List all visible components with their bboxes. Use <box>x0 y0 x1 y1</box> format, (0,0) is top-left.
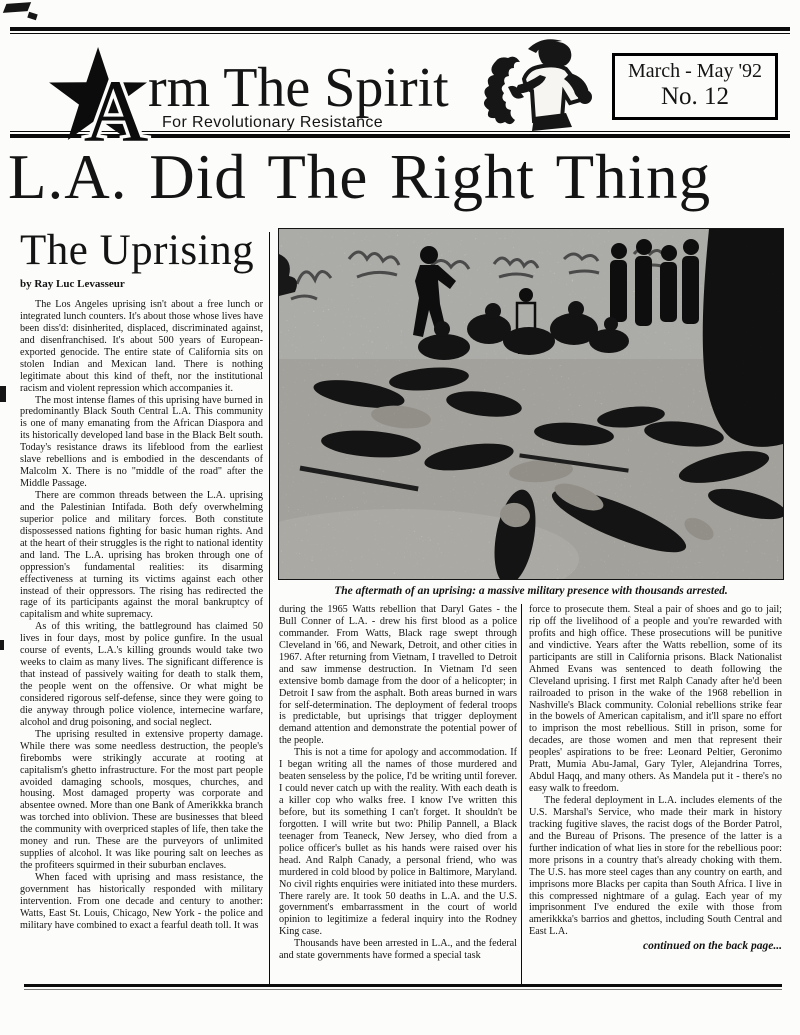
issue-number: No. 12 <box>660 83 730 110</box>
article-body-column-3 <box>529 604 782 938</box>
issue-date: March - May '92 <box>627 60 763 82</box>
uprising-photo <box>278 228 784 580</box>
svg-text:A: A <box>83 62 149 146</box>
main-headline: L.A. Did The Right Thing <box>8 142 712 212</box>
paragraph: As of this writing, the battleground has claimed 50 lives in four days, most by police gunfire. In the usual course of events, L.A.'s killing grounds would take two weeks to claim as many lives. The significant difference is that instead of passively waiting for death to stalk them, the people went on the offensive. Or what might be considered rigorous self-defense, since they were going to die anyway through police violence, internecine warfare, alcohol and drug poisoning, and social neglect. <box>20 621 263 728</box>
column-divider <box>521 604 522 984</box>
scan-smudge <box>3 2 31 13</box>
article-body-column-1 <box>20 299 263 932</box>
masthead-top-rule-thin <box>10 33 790 34</box>
star-a-logo-icon <box>38 46 160 146</box>
article-byline: by Ray Luc Levasseur <box>20 278 125 290</box>
page-bottom-rule <box>24 984 782 987</box>
paragraph: The uprising resulted in extensive property damage. While there was some needless destruction, the people's firebombs were strikingly accurate at rooting at capitalism's ghetto infrastructure. For the most part people avoided damaging schools, mosques, churches, and housing. Most damaged property was corporate and absentee owned. More than one Bank of Amerikkka branch was torched into oblivion. These are businesses that bleed the community with overpriced staples of life, then take the money and run. These are the purveyors of unlimited supplies of alcohol. It was like pouring salt on leeches as the profiteers squirmed in their suburban enclaves. <box>20 728 263 872</box>
scan-smudge <box>27 12 37 20</box>
article-column-1 <box>20 229 263 983</box>
page-bottom-rule-thin <box>24 989 782 990</box>
masthead-top-rule <box>10 27 790 31</box>
issue-box <box>612 53 778 120</box>
paragraph: There are common threads between the L.A. uprising and the Palestinian Intifada. Both defy overwhelming superior police and military forces. Both constitute dispossessed nations fighting for basic human rights. And at the heart of their struggles is the right to national identity and land. The L.A. uprising has broken through one of oppression's fundamental realities: its disarming effectiveness at turning its victims against each other instead of their oppressors. The rising has redirected the rage of its participants against the moral bankruptcy of capitalism and white supremacy. <box>20 490 263 621</box>
masthead-title: rm The Spirit <box>148 57 449 119</box>
article-column-2 <box>279 604 517 984</box>
column-divider <box>269 232 270 985</box>
paragraph: The federal deployment in L.A. includes elements of the U.S. Marshal's Service, who made their mark in history tracking fugitive slaves, the racist dogs of the Border Patrol, and the Bureau of Prisons. The presence of the latter is a further indication of what lies in store for the rebellious poor: more prisons in a country that's already choking with them. The U.S. has more steel cages than any country on earth, and imprisons more Blacks per capita than South Africa. I live in this compressed nightmare of a gulag. Each year of my imprisonment I've endured the exile with those from amerikkka's barrios and ghettos, including South Central and East L.A. <box>529 795 782 938</box>
paragraph: When faced with uprising and mass resistance, the government has historically responded with military intervention. From one decade and century to another: Watts, East St. Louis, Chicago, New York - the police and military have combined to exact a fearful death toll. It was <box>20 872 263 931</box>
paragraph: The Los Angeles uprising isn't about a free lunch or integrated lunch counters. It's about those whose lives have been diss'd: disinherited, displaced, discriminated against, and disenfranchised. It's about 500 years of European-exported genocide. The entire state of California sits on stolen Indian and Mexican land. There is nothing legitimate about this kind of theft, nor the institutional racism and violent repression which accompanies it. <box>20 299 263 394</box>
article-title: The Uprising <box>20 229 255 274</box>
paragraph: The most intense flames of this uprising have burned in predominantly Black South Central L.A. This community is one of many emanating from the African Diaspora and its historically developed land base in the Black Belt south. Today's resistance draws its lifeblood from the earliest slave rebellions and is embodied in the descendants of Malcolm X. There is no "middle of the road" after the Middle Passage. <box>20 394 263 490</box>
scan-smudge <box>0 386 6 402</box>
paragraph: force to prosecute them. Steal a pair of shoes and go to jail; rip off the livelihood of a people and you're rewarded with profits and high office. These prosecutions will be punitive and vindictive. Years after the Watts rebellion, some of its participants are still in California prisons. Black Nationalist Ahmed Evans was sentenced to death following the Cleveland uprising. I first met Ralph Canady after he'd been railroaded to prison in the wake of the 1968 rebellion in Nashville's Black community. Colonial rebellions strike fear in the bowels of American capitalism, and it'll spare no effort to imprison the most rebellious. Still in prison, some for decades, are those women and men that represent their peoples' aspirations to be free: Leonard Peltier, Geronimo Pratt, Mumia Abu-Jamal, Gary Tyler, Alejandrina Torres, Abdul Haqq, and many others. As Mandela put it - there's no easy walk to freedom. <box>529 604 782 795</box>
scan-smudge <box>0 640 4 650</box>
paragraph: Thousands have been arrested in L.A., and the federal and state governments have formed a special task <box>279 938 517 962</box>
article-column-3 <box>529 604 782 984</box>
continued-note: continued on the back page... <box>643 940 782 953</box>
molotov-thrower-icon <box>482 33 610 133</box>
paragraph: This is not a time for apology and accommodation. If I began writing all the names of those murdered and beaten senseless by the police, I'd be writing until forever. I could never catch up with the reality. With each death is a killer cop who walks free. I know I've written this before, but its something I can't forget. It shouldn't be forgotten. I will write but two: Philip Pannell, a Black teenager from Teaneck, New Jersey, who died from a police officer's bullet as his hands were raised over his head. And Ralph Canady, a personal friend, who was murdered in cold blood by police in Baltimore, Maryland. No civil rights enquiries were initiated into these murders. There rarely are. It took 50 deaths in L.A. and the U.S. government's embarrassment in the court of world opinion to legitimize a federal inquiry into the Rodney King case. <box>279 747 517 938</box>
paragraph: during the 1965 Watts rebellion that Daryl Gates - the Bull Conner of L.A. - drew his first blood as a police commander. From Watts, Black rage swept through Cleveland in '66, and Newark, Detroit, and other cities in 1967. After returning from Vietnam, I travelled to Detroit and saw immense destruction. In Vietnam I'd seen extensive bomb damage from the door of a helicopter; in Detroit I saw from the asphalt. Both areas burned in wars for self-determination. The deployment of federal troops is predictable, but uprisings that trigger deployment demand attention and demonstrate the potential power of the people. <box>279 604 517 747</box>
photo-caption: The aftermath of an uprising: a massive military presence with thousands arrested. <box>334 585 728 597</box>
masthead-subtitle: For Revolutionary Resistance <box>162 114 384 131</box>
